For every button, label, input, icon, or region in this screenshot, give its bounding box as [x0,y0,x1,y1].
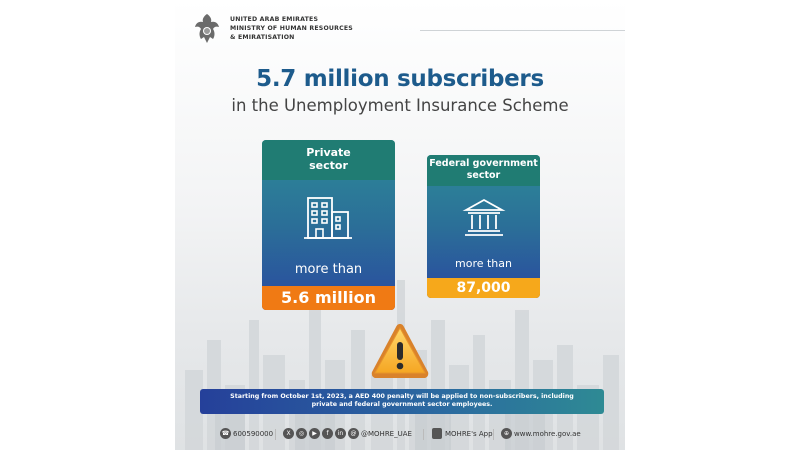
ministry-line: & EMIRATISATION [230,34,295,41]
notice-line: Starting from October 1st, 2023, a AED 400 penalty will be applied to non-subscribers, including [230,393,574,400]
footer-divider [275,429,276,440]
government-building-icon [462,197,506,239]
social-links [283,428,412,439]
app-label: MOHRE's App [445,429,493,438]
app-link[interactable] [432,428,493,439]
federal-sector-heading [427,155,540,186]
youtube-icon[interactable]: ▶ [309,428,320,439]
infographic-poster [175,0,625,450]
ministry-name [230,15,353,42]
website-link[interactable] [501,428,581,439]
x-icon[interactable]: X [283,428,294,439]
contact-footer [175,424,625,446]
threads-icon[interactable]: @ [348,428,359,439]
heading-line: sector [466,170,501,181]
footer-divider [423,429,424,440]
header-divider [420,30,625,31]
headline-title: 5.7 million subscribers [256,66,544,92]
heading-line: Federal government [429,158,538,169]
globe-icon: ⊕ [501,428,512,439]
footer-divider [493,429,494,440]
penalty-notice-banner [200,389,604,414]
office-building-icon [302,192,354,244]
headline-subtitle: in the Unemployment Insurance Scheme [231,96,569,115]
private-sector-card [262,140,395,310]
phone-number: 600590000 [233,429,274,438]
phone-icon: ☎ [221,430,230,437]
notice-line: private and federal government sector employees. [311,401,493,408]
website-url: www.mohre.gov.ae [514,429,581,438]
uae-emblem-icon [192,12,222,46]
facebook-icon[interactable]: f [322,428,333,439]
federal-sector-card [427,155,540,298]
mobile-app-icon [432,428,442,439]
social-handle[interactable]: @MOHRE_UAE [361,429,412,438]
heading-line: Private [306,146,351,159]
federal-sector-value: 87,000 [427,278,540,298]
warning-icon [368,320,432,382]
heading-line: sector [309,159,348,172]
private-sector-prefix: more than [294,262,363,277]
ministry-line: UNITED ARAB EMIRATES [230,16,319,23]
linkedin-icon[interactable]: in [335,428,346,439]
phone-contact[interactable] [220,428,273,439]
private-sector-value: 5.6 million [262,286,395,310]
private-sector-heading [262,140,395,180]
instagram-icon[interactable]: ◎ [296,428,307,439]
ministry-line: MINISTRY OF HUMAN RESOURCES [230,25,353,32]
federal-sector-prefix: more than [455,257,512,270]
